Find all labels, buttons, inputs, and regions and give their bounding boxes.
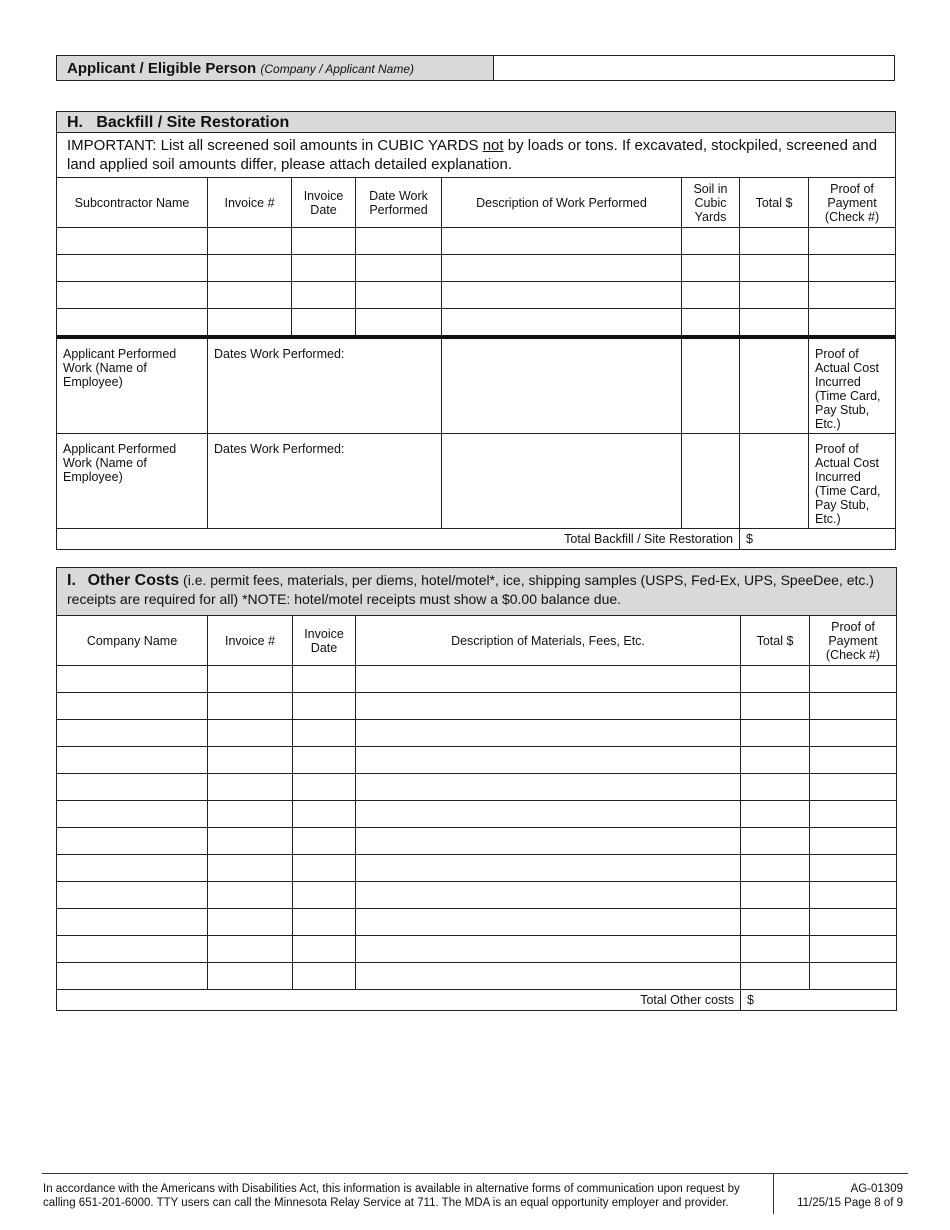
input-cell[interactable] <box>442 255 682 282</box>
input-cell[interactable] <box>292 309 356 338</box>
col-invoice-number: Invoice # <box>208 616 293 666</box>
table-row <box>57 309 896 338</box>
input-cell[interactable] <box>741 747 810 774</box>
input-cell[interactable] <box>442 228 682 255</box>
input-cell[interactable] <box>57 936 208 963</box>
input-cell[interactable] <box>810 747 897 774</box>
input-cell[interactable] <box>57 882 208 909</box>
note-text-2: by loads or tons. If excavated, stockpiled, screened and land applied soil amounts differ, please attach detailed explanation. <box>67 137 878 173</box>
input-cell[interactable] <box>356 828 741 855</box>
col-subcontractor-name: Subcontractor Name <box>57 178 208 228</box>
input-cell[interactable] <box>293 666 356 693</box>
input-cell[interactable] <box>293 909 356 936</box>
proof-actual-cost-cell[interactable]: Proof of Actual Cost Incurred (Time Card, Pay Stub, Etc.) <box>809 337 896 434</box>
input-cell[interactable] <box>740 228 809 255</box>
input-cell[interactable] <box>356 666 741 693</box>
input-cell[interactable] <box>356 855 741 882</box>
col-date-work-performed: Date Work Performed <box>356 178 442 228</box>
table-row <box>57 255 896 282</box>
input-cell[interactable] <box>208 801 293 828</box>
input-cell[interactable] <box>57 720 208 747</box>
input-cell[interactable] <box>208 228 292 255</box>
input-cell[interactable] <box>208 828 293 855</box>
input-cell[interactable] <box>809 255 896 282</box>
section-h-table <box>56 111 896 550</box>
input-cell[interactable] <box>809 228 896 255</box>
input-cell[interactable] <box>741 828 810 855</box>
section-h-letter: H. <box>67 114 83 131</box>
input-cell[interactable] <box>682 309 740 338</box>
table-row <box>57 774 897 801</box>
input-cell[interactable] <box>57 228 208 255</box>
applicant-sublabel: (Company / Applicant Name) <box>260 61 414 76</box>
table-row <box>57 882 897 909</box>
table-row <box>57 720 897 747</box>
section-h-note <box>57 133 896 178</box>
input-cell[interactable] <box>208 963 293 990</box>
input-cell[interactable] <box>442 434 682 529</box>
input-cell[interactable] <box>810 801 897 828</box>
employee-row <box>57 434 896 529</box>
proof-actual-cost-cell[interactable]: Proof of Actual Cost Incurred (Time Card, Pay Stub, Etc.) <box>809 434 896 529</box>
input-cell[interactable] <box>57 255 208 282</box>
input-cell[interactable] <box>741 936 810 963</box>
input-cell[interactable] <box>682 255 740 282</box>
input-cell[interactable] <box>442 337 682 434</box>
input-cell[interactable] <box>293 936 356 963</box>
input-cell[interactable] <box>740 282 809 309</box>
col-total: Total $ <box>741 616 810 666</box>
input-cell[interactable] <box>57 828 208 855</box>
input-cell[interactable] <box>208 774 293 801</box>
input-cell[interactable] <box>293 720 356 747</box>
dates-work-performed-cell[interactable]: Dates Work Performed: <box>208 434 442 529</box>
input-cell[interactable] <box>292 282 356 309</box>
input-cell[interactable] <box>293 828 356 855</box>
section-i-note: (i.e. permit fees, materials, per diems, hotel/motel*, ice, shipping samples (USPS, Fed-Ex, UPS, SpeeDee, etc.) receipts are required for all) *NOTE: hotel/motel receipts must show a $0.00 balance due. <box>67 572 874 607</box>
input-cell[interactable] <box>57 963 208 990</box>
input-cell[interactable] <box>208 747 293 774</box>
table-row <box>57 855 897 882</box>
col-soil-cubic-yards: Soil in Cubic Yards <box>682 178 740 228</box>
input-cell[interactable] <box>356 774 741 801</box>
section-i-letter: I. <box>67 572 76 589</box>
input-cell[interactable] <box>57 801 208 828</box>
table-row <box>57 228 896 255</box>
col-description-work: Description of Work Performed <box>442 178 682 228</box>
input-cell[interactable] <box>356 801 741 828</box>
applicant-name-row <box>56 55 895 81</box>
form-code: AG-01309 <box>850 1183 903 1195</box>
input-cell[interactable] <box>292 228 356 255</box>
note-text-1: IMPORTANT: List all screened soil amounts in CUBIC YARDS <box>67 137 483 154</box>
input-cell[interactable] <box>356 963 741 990</box>
input-cell[interactable] <box>292 255 356 282</box>
input-cell[interactable] <box>57 693 208 720</box>
employee-name-cell[interactable]: Applicant Performed Work (Name of Employee) <box>57 337 208 434</box>
input-cell[interactable] <box>293 855 356 882</box>
dates-work-performed-cell[interactable]: Dates Work Performed: <box>208 337 442 434</box>
input-cell[interactable] <box>356 747 741 774</box>
input-cell[interactable] <box>809 309 896 338</box>
input-cell[interactable] <box>57 282 208 309</box>
input-cell[interactable] <box>208 693 293 720</box>
ada-statement: In accordance with the Americans with Disabilities Act, this information is available in alternative forms of communication upon request by calling 651-201-6000. TTY users can call the Minnesota Relay Service at 711. The MDA is an equal opportunity employer and provider. <box>43 1183 740 1209</box>
table-row <box>57 693 897 720</box>
section-i-table <box>56 567 897 1011</box>
col-company-name: Company Name <box>57 616 208 666</box>
input-cell[interactable] <box>208 936 293 963</box>
input-cell[interactable] <box>810 936 897 963</box>
total-backfill-field[interactable]: $ <box>740 529 896 550</box>
total-row <box>57 990 897 1011</box>
input-cell[interactable] <box>208 282 292 309</box>
input-cell[interactable] <box>57 666 208 693</box>
applicant-label: Applicant / Eligible Person <box>67 59 257 77</box>
input-cell[interactable] <box>810 828 897 855</box>
table-row <box>57 747 897 774</box>
col-description-materials: Description of Materials, Fees, Etc. <box>356 616 741 666</box>
col-invoice-date: Invoice Date <box>293 616 356 666</box>
input-cell[interactable] <box>740 309 809 338</box>
input-cell[interactable] <box>741 720 810 747</box>
page-footer <box>42 1173 908 1209</box>
input-cell[interactable] <box>682 434 740 529</box>
input-cell[interactable] <box>208 666 293 693</box>
input-cell[interactable] <box>208 909 293 936</box>
input-cell[interactable] <box>356 936 741 963</box>
section-h-header <box>57 112 896 133</box>
section-i-title: Other Costs <box>87 572 180 589</box>
total-row <box>57 529 896 550</box>
col-proof-of-payment: Proof of Payment (Check #) <box>809 178 896 228</box>
total-other-costs-field[interactable]: $ <box>741 990 897 1011</box>
input-cell[interactable] <box>208 255 292 282</box>
input-cell[interactable] <box>293 963 356 990</box>
input-cell[interactable] <box>356 309 442 338</box>
table-row <box>57 936 897 963</box>
input-cell[interactable] <box>810 909 897 936</box>
input-cell[interactable] <box>356 882 741 909</box>
input-cell[interactable] <box>741 801 810 828</box>
employee-name-cell[interactable]: Applicant Performed Work (Name of Employee) <box>57 434 208 529</box>
input-cell[interactable] <box>740 255 809 282</box>
total-other-costs-label: Total Other costs <box>57 990 741 1011</box>
total-backfill-label: Total Backfill / Site Restoration <box>57 529 740 550</box>
input-cell[interactable] <box>293 747 356 774</box>
table-row <box>57 963 897 990</box>
applicant-name-field[interactable] <box>494 56 895 81</box>
applicant-label-cell <box>57 56 494 81</box>
table-row <box>57 828 897 855</box>
input-cell[interactable] <box>741 693 810 720</box>
input-cell[interactable] <box>208 720 293 747</box>
date-page-number: 11/25/15 Page 8 of 9 <box>797 1197 903 1209</box>
input-cell[interactable] <box>356 255 442 282</box>
input-cell[interactable] <box>741 774 810 801</box>
col-invoice-number: Invoice # <box>208 178 292 228</box>
input-cell[interactable] <box>741 909 810 936</box>
input-cell[interactable] <box>57 855 208 882</box>
table-row <box>57 801 897 828</box>
input-cell[interactable] <box>741 882 810 909</box>
form-code-block <box>773 1182 903 1210</box>
input-cell[interactable] <box>208 309 292 338</box>
input-cell[interactable] <box>356 720 741 747</box>
input-cell[interactable] <box>682 228 740 255</box>
input-cell[interactable] <box>741 666 810 693</box>
note-underlined: not <box>482 137 504 154</box>
input-cell[interactable] <box>682 337 740 434</box>
employee-row <box>57 337 896 434</box>
table-row <box>57 282 896 309</box>
section-h-title: Backfill / Site Restoration <box>96 114 290 131</box>
input-cell[interactable] <box>810 963 897 990</box>
input-cell[interactable] <box>57 309 208 338</box>
input-cell[interactable] <box>57 774 208 801</box>
input-cell[interactable] <box>810 882 897 909</box>
input-cell[interactable] <box>293 801 356 828</box>
input-cell[interactable] <box>442 309 682 338</box>
col-total: Total $ <box>740 178 809 228</box>
input-cell[interactable] <box>356 693 741 720</box>
input-cell[interactable] <box>740 434 809 529</box>
input-cell[interactable] <box>293 774 356 801</box>
col-invoice-date: Invoice Date <box>292 178 356 228</box>
input-cell[interactable] <box>57 909 208 936</box>
input-cell[interactable] <box>442 282 682 309</box>
section-i-header <box>57 568 897 616</box>
input-cell[interactable] <box>208 882 293 909</box>
input-cell[interactable] <box>740 337 809 434</box>
input-cell[interactable] <box>293 693 356 720</box>
input-cell[interactable] <box>741 855 810 882</box>
input-cell[interactable] <box>810 774 897 801</box>
input-cell[interactable] <box>208 855 293 882</box>
input-cell[interactable] <box>57 747 208 774</box>
input-cell[interactable] <box>293 882 356 909</box>
table-row <box>57 666 897 693</box>
input-cell[interactable] <box>356 909 741 936</box>
input-cell[interactable] <box>356 282 442 309</box>
input-cell[interactable] <box>356 228 442 255</box>
table-row <box>57 909 897 936</box>
input-cell[interactable] <box>810 693 897 720</box>
input-cell[interactable] <box>810 855 897 882</box>
col-proof-of-payment: Proof of Payment (Check #) <box>810 616 897 666</box>
input-cell[interactable] <box>682 282 740 309</box>
input-cell[interactable] <box>810 720 897 747</box>
input-cell[interactable] <box>741 963 810 990</box>
input-cell[interactable] <box>809 282 896 309</box>
input-cell[interactable] <box>810 666 897 693</box>
